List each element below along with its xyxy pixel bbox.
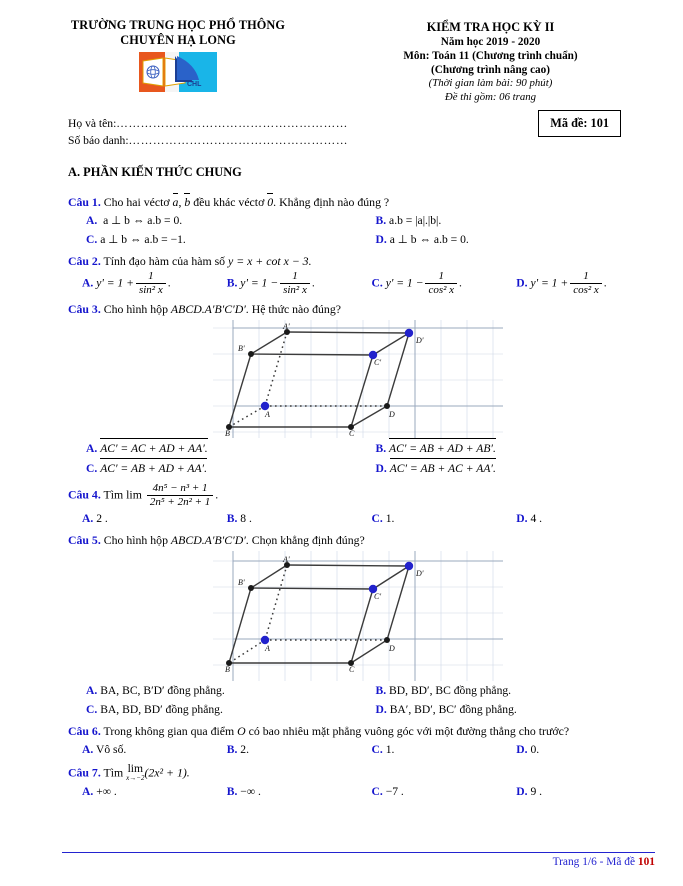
opt-letter: C. <box>86 703 98 717</box>
opt-letter: C. <box>371 785 383 799</box>
fraction <box>425 270 457 297</box>
opt-letter: A. <box>82 277 94 291</box>
numerator: 1 <box>280 270 310 284</box>
opt-letter: A. <box>86 214 98 228</box>
figure-label-D: D <box>388 644 395 654</box>
opt-letter: C. <box>371 512 383 526</box>
figure-label-D: D <box>388 410 395 420</box>
limit-fraction <box>147 482 213 509</box>
opt-text: 1. <box>385 743 395 757</box>
numerator: 1 <box>425 270 457 284</box>
opt-lead: y' = 1 + <box>96 277 134 291</box>
opt-text: a ⊥ b ⇔ a.b = 0. <box>103 214 183 228</box>
opt-text: a ⊥ b ⇔ a.b = 0. <box>389 233 469 247</box>
question-3 <box>68 301 647 478</box>
figure-label-D-prime: D' <box>415 569 423 579</box>
opt-letter: C. <box>86 462 98 476</box>
question-3-solid: ABCD.A′B′C′D′ <box>170 302 246 317</box>
student-name-label: Họ và tên: <box>68 117 117 131</box>
question-6-point: O <box>237 724 246 739</box>
question-2-option-B[interactable]: B. y' = 1 − $\frac{1}{\text{sin² x}}$ . <box>226 270 315 297</box>
school-name-line2: CHUYÊN HẠ LONG <box>120 32 236 47</box>
question-3-options <box>68 438 647 478</box>
exam-code-box: Mã đề: 101 <box>538 110 621 137</box>
opt-text: a ⊥ b ⇔ a.b = −1. <box>100 233 186 247</box>
question-1-options <box>68 211 647 249</box>
opt-text: BA, BC, B′D′ đồng phẳng. <box>100 684 225 698</box>
exam-title: KIỂM TRA HỌC KỲ II <box>426 20 555 34</box>
opt-lead: y' = 1 − <box>240 277 279 291</box>
question-4-options <box>68 509 647 528</box>
question-2-function: y = x + cot x − 3. <box>228 254 312 269</box>
question-1-text-post: . Khẳng định nào đúng ? <box>273 195 390 210</box>
opt-lead: y' = 1 − <box>385 277 424 291</box>
question-4-text: Tìm lim <box>103 487 145 502</box>
question-5-text: Cho hình hộp <box>103 533 171 548</box>
exam-info-block <box>328 18 653 104</box>
question-1-option-C[interactable] <box>68 230 358 249</box>
opt-text: 8 . <box>240 512 252 526</box>
opt-letter: B. <box>226 277 238 291</box>
figure-label-C-prime: C' <box>373 592 381 602</box>
opt-text: 9 . <box>530 785 543 799</box>
opt-text: +∞ . <box>96 785 117 799</box>
question-5 <box>68 532 647 719</box>
question-6-option-A[interactable] <box>68 740 213 759</box>
question-5-option-D[interactable] <box>358 700 648 719</box>
opt-letter: D. <box>516 743 528 757</box>
question-2-option-D[interactable]: D. y' = 1 + $\frac{1}{\text{cos² x}}$ . <box>516 270 607 297</box>
question-5-label: Câu 5. <box>68 533 101 548</box>
question-7-option-C[interactable] <box>358 782 503 801</box>
figure-label-A: A <box>264 644 270 654</box>
denominator: sin² x <box>138 284 163 297</box>
student-id-dots[interactable]: ……………………………………………… <box>128 133 349 147</box>
question-2-label: Câu 2. <box>68 254 101 269</box>
question-2-text: Tính đạo hàm của hàm số <box>103 254 229 269</box>
question-3-text-post: . Hệ thức nào đúng? <box>245 302 341 317</box>
opt-text: −∞ . <box>240 785 261 799</box>
figure-label-C: C <box>348 665 354 675</box>
opt-text: BA, BD, BD′ đồng phẳng. <box>100 703 223 717</box>
question-1-prompt: Câu 1. Cho hai véctơ a, b đều khác véctơ 0. Khẳng định nào đúng ? <box>68 195 390 210</box>
opt-letter: A. <box>82 785 94 799</box>
question-2-option-A[interactable]: A. y' = 1 + $\frac{1}{\text{sin² x}}$ . <box>82 270 171 297</box>
limit-word: lim <box>127 762 144 776</box>
denominator: cos² x <box>428 284 455 297</box>
question-4-option-D[interactable] <box>502 509 647 528</box>
question-3-text: Cho hình hộp <box>103 302 171 317</box>
opt-letter: B. <box>226 743 238 757</box>
opt-text: AC′ = AC + AD + AA′. <box>100 438 207 458</box>
question-6-option-C[interactable] <box>358 740 503 759</box>
opt-lead: y' = 1 + <box>530 277 569 291</box>
questions-container <box>0 180 683 801</box>
figure-label-B-prime: B' <box>237 344 245 354</box>
question-2-option-C[interactable]: C. y' = 1 − $\frac{1}{\text{cos² x}}$ . <box>371 270 462 297</box>
opt-letter: C. <box>371 277 383 291</box>
figure-label-B: B <box>224 665 230 675</box>
opt-letter: D. <box>516 512 528 526</box>
question-3-option-B[interactable] <box>358 438 648 458</box>
question-5-options <box>68 681 647 719</box>
question-1-text-mid: đều khác véctơ <box>190 195 268 210</box>
question-6-option-D[interactable] <box>502 740 647 759</box>
footer-page-text: Trang 1/6 - Mã đề <box>552 856 638 868</box>
opt-text: 2 . <box>96 512 108 526</box>
opt-letter: C. <box>86 233 98 247</box>
question-6-label: Câu 6. <box>68 724 101 739</box>
figure-label-A-prime: A' <box>282 322 290 332</box>
vector-b: b <box>184 195 191 210</box>
exam-subject: Môn: Toán 11 (Chương trình chuẩn) <box>403 49 578 62</box>
student-id-label: Số báo danh: <box>68 133 129 147</box>
denominator: 2n⁵ + 2n² + 1 <box>149 496 211 509</box>
figure-label-A: A <box>264 410 270 420</box>
limit-operator <box>126 763 144 782</box>
question-4-option-A[interactable] <box>68 509 213 528</box>
opt-letter: D. <box>375 703 387 717</box>
question-6 <box>68 723 647 759</box>
school-year: Năm học 2019 - 2020 <box>440 35 541 48</box>
question-4-label: Câu 4. <box>68 487 101 502</box>
question-7-option-B[interactable] <box>213 782 358 801</box>
question-7-expression: (2x² + 1). <box>144 765 190 780</box>
question-5-option-C[interactable] <box>68 700 358 719</box>
denominator: sin² x <box>283 284 307 297</box>
question-1 <box>68 194 647 249</box>
opt-letter: A. <box>82 512 94 526</box>
school-name-line1: TRƯỜNG TRUNG HỌC PHỔ THÔNG <box>70 18 286 32</box>
opt-text: 1. <box>385 512 395 526</box>
opt-letter: D. <box>375 462 387 476</box>
question-7-prompt <box>68 763 647 782</box>
question-6-option-B[interactable] <box>213 740 358 759</box>
question-1-label: Câu 1. <box>68 195 101 210</box>
opt-letter: B. <box>375 442 387 456</box>
vector-a: a <box>172 195 179 210</box>
opt-letter: A. <box>86 684 98 698</box>
exam-program: (Chương trình nâng cao) <box>431 64 550 76</box>
opt-text: 0. <box>530 743 540 757</box>
figure-label-D-prime: D' <box>415 336 423 346</box>
fraction <box>136 270 166 297</box>
opt-letter: B. <box>226 785 238 799</box>
school-block <box>28 18 328 104</box>
question-1-text-pre: Cho hai véctơ <box>103 195 173 210</box>
question-4 <box>68 482 647 528</box>
denominator: cos² x <box>573 284 599 297</box>
question-3-option-C[interactable] <box>68 458 358 478</box>
exam-pagecount: Đề thi gồm: 06 trang <box>444 90 537 103</box>
question-6-prompt <box>68 723 647 740</box>
fraction <box>570 270 602 297</box>
question-1-option-A[interactable] <box>68 211 358 230</box>
question-2 <box>68 253 647 297</box>
question-7-options <box>68 782 647 801</box>
question-5-solid: ABCD.A′B′C′D′ <box>170 533 246 548</box>
question-4-option-C[interactable] <box>358 509 503 528</box>
figure-label-C-prime: C' <box>373 358 381 368</box>
opt-letter: A. <box>86 442 98 456</box>
question-3-label: Câu 3. <box>68 302 101 317</box>
question-3-option-D[interactable] <box>358 458 648 478</box>
question-7-text: Tìm <box>103 765 127 780</box>
question-7-option-D[interactable] <box>502 782 647 801</box>
question-5-option-B[interactable] <box>358 681 648 700</box>
question-2-options <box>68 270 647 297</box>
opt-letter: D. <box>375 233 387 247</box>
student-name-dots[interactable]: ………………………………………………… <box>116 117 348 131</box>
figure-label-B: B <box>224 429 230 439</box>
opt-letter: D. <box>516 277 528 291</box>
numerator: 4n⁵ − n³ + 1 <box>147 482 213 496</box>
question-7 <box>68 763 647 801</box>
opt-text: AC′ = AB + AD + AA′. <box>100 458 207 478</box>
opt-text: AC′ = AB + AD + AB′. <box>389 438 496 458</box>
footer-exam-code: 101 <box>637 856 655 868</box>
question-7-label: Câu 7. <box>68 765 101 780</box>
figure-label-A-prime: A' <box>282 555 290 565</box>
opt-text: Vô số. <box>95 743 127 757</box>
question-3-prompt <box>68 301 647 318</box>
exam-duration: (Thời gian làm bài: 90 phút) <box>428 77 553 90</box>
question-7-option-A[interactable] <box>68 782 213 801</box>
section-title: A. PHẦN KIẾN THỨC CHUNG <box>68 165 242 180</box>
opt-letter: B. <box>375 684 387 698</box>
question-1-option-D[interactable] <box>358 230 648 249</box>
question-6-text-b: có bao nhiêu mặt phẳng vuông góc với một đường thẳng cho trước? <box>245 724 570 739</box>
page-footer <box>62 852 655 868</box>
fraction <box>280 270 310 297</box>
opt-letter: B. <box>226 512 238 526</box>
question-5-text-post: . Chọn khẳng định đúng? <box>245 533 365 548</box>
vector-zero: 0 <box>267 195 274 210</box>
opt-text: AC′ = AB + AC + AA′. <box>390 458 496 478</box>
opt-text: a.b = |a|.|b|. <box>389 214 442 228</box>
parallelepiped-figure-2 <box>68 551 647 681</box>
opt-letter: D. <box>516 785 528 799</box>
question-4-prompt: Câu 4. Tìm lim $\frac{\text{4n⁵ − n³ + 1}}{\text{2n⁵ + 2n² + 1}}$ . <box>68 482 219 509</box>
question-1-option-B[interactable] <box>358 211 648 230</box>
school-logo-icon <box>139 52 217 92</box>
opt-text: −7 . <box>385 785 404 799</box>
question-5-prompt <box>68 532 647 549</box>
opt-text: BD, BD′, BC đồng phẳng. <box>389 684 512 698</box>
question-5-option-A[interactable] <box>68 681 358 700</box>
question-6-options <box>68 740 647 759</box>
opt-text: 4 . <box>530 512 543 526</box>
opt-text: 2. <box>240 743 249 757</box>
opt-letter: A. <box>82 743 94 757</box>
question-4-option-B[interactable] <box>213 509 358 528</box>
question-3-option-A[interactable] <box>68 438 358 458</box>
numerator: 1 <box>570 270 602 284</box>
opt-letter: C. <box>371 743 383 757</box>
limit-subscript: x→−2 <box>126 774 145 783</box>
page-header <box>0 0 683 104</box>
svg-text:CHL: CHL <box>187 81 202 88</box>
question-6-text-a: Trong không gian qua điểm <box>103 724 238 739</box>
question-2-prompt <box>68 253 647 270</box>
opt-letter: B. <box>375 214 387 228</box>
identity-block <box>0 104 683 149</box>
parallelepiped-figure-1 <box>68 320 647 438</box>
numerator: 1 <box>136 270 166 284</box>
opt-text: BA′, BD′, BC′ đồng phẳng. <box>389 703 517 717</box>
figure-label-C: C <box>348 429 354 439</box>
figure-label-B-prime: B' <box>237 578 245 588</box>
